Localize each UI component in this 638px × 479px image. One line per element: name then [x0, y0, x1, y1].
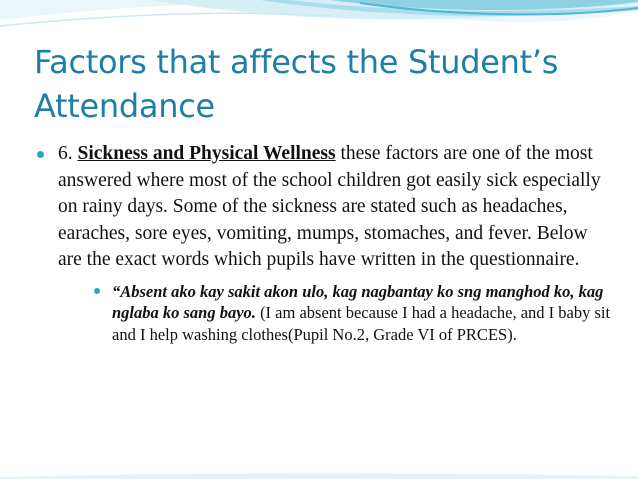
- bullet-icon: [37, 151, 44, 158]
- sub-bullet-item: [92, 281, 614, 346]
- sub-list: [58, 281, 614, 346]
- sub-bullet-icon: [94, 288, 100, 294]
- bullet-paragraph: [58, 141, 614, 274]
- item-number: 6.: [58, 143, 73, 164]
- bottom-wave-decoration: [0, 471, 638, 479]
- slide-title: Factors that affects the Student’s Attendance: [34, 43, 559, 125]
- sub-bullet-paragraph: [112, 281, 614, 346]
- pupil-quote: “Absent ako kay sakit akon ulo, kag nagbantay ko sng manghod ko, kag nglaba ko sang bayo.: [112, 281, 604, 322]
- bullet-item: [34, 141, 614, 345]
- content-list: [34, 141, 614, 345]
- item-body: these factors are one of the most answered where most of the school children got easily sick especially on rainy days. Some of the sickness are stated such as headaches, earaches, sore eyes, vomiting, mumps, stomaches, and fever. Below are the exact words which pupils have written in the questionnaire.: [58, 143, 601, 270]
- quote-translation: (I am absent because I had a headache, and I baby sit and I help washing clothes(Pupil No.2, Grade VI of PRCES).: [112, 303, 611, 344]
- top-wave-decoration: [0, 0, 638, 40]
- item-heading: Sickness and Physical Wellness: [77, 143, 336, 164]
